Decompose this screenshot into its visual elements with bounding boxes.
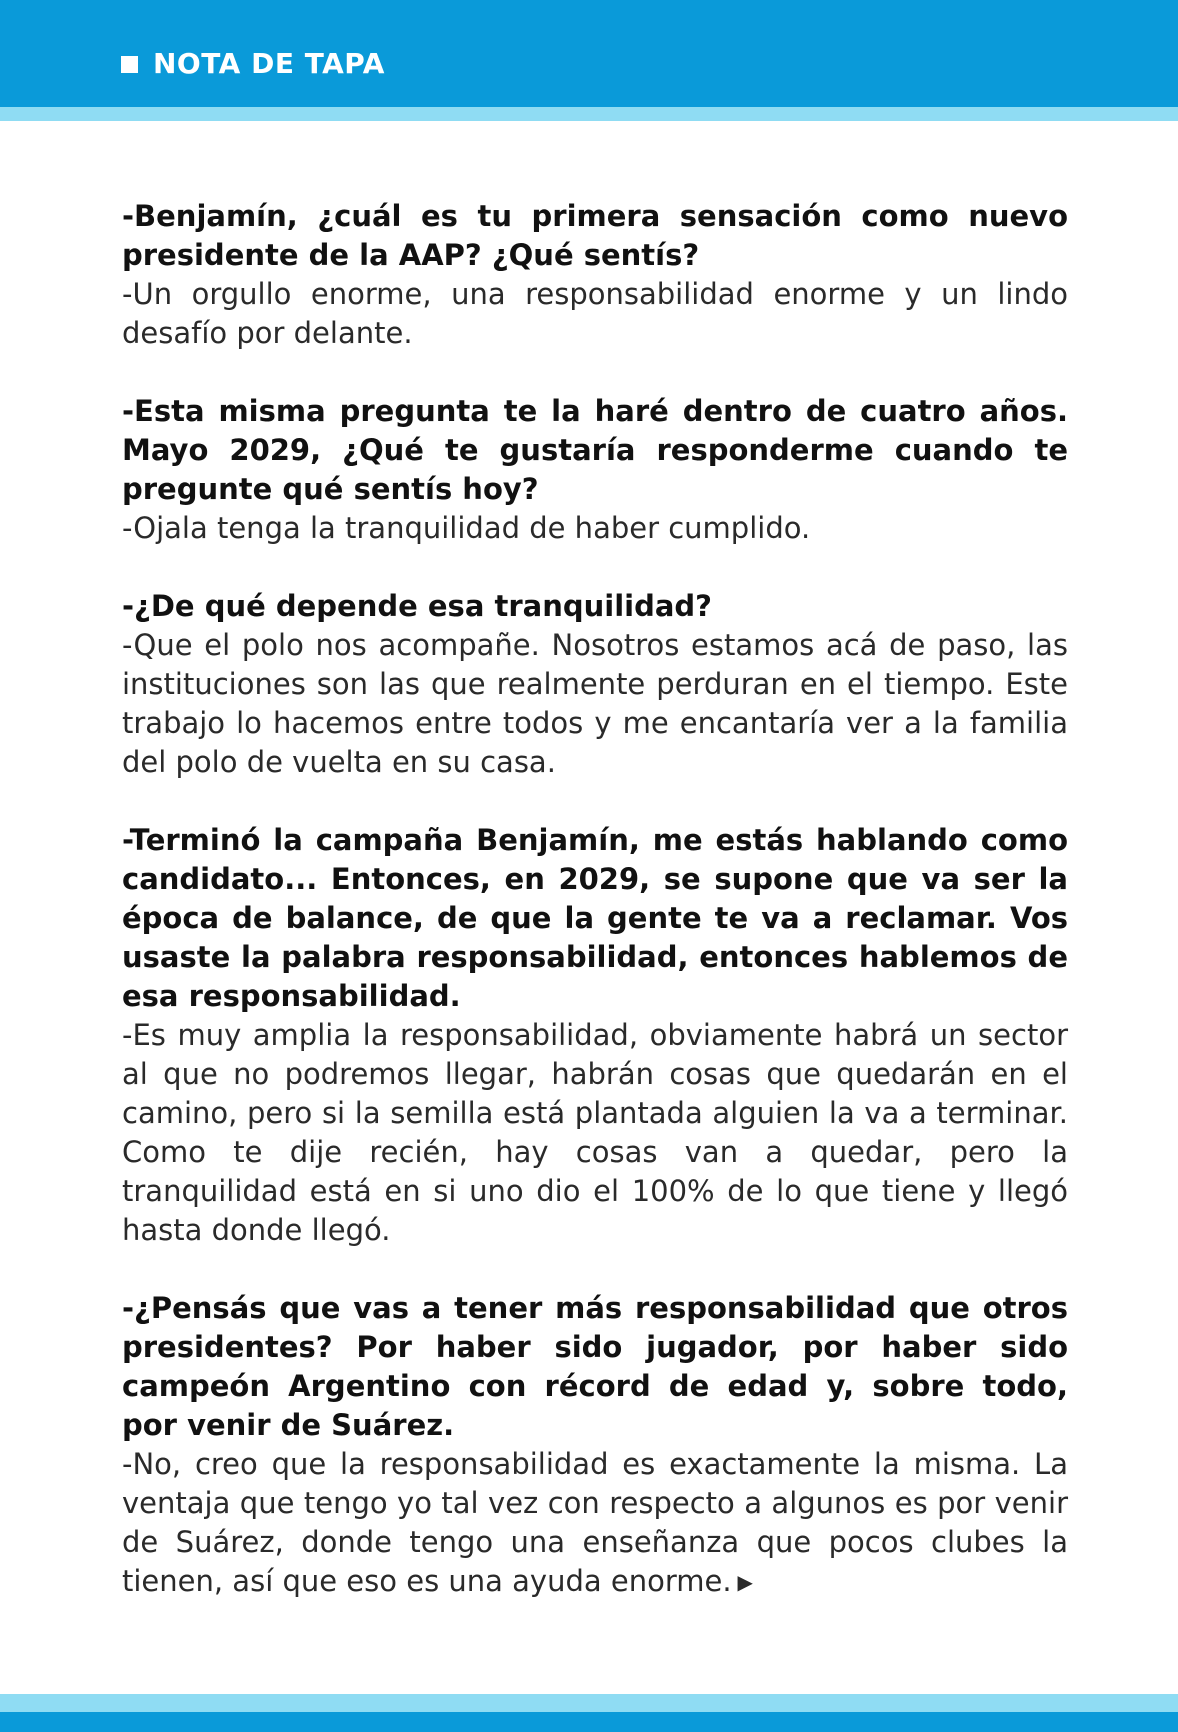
footer-stripe: [0, 1694, 1178, 1712]
interview-question: -¿De qué depende esa tranquilidad?: [122, 589, 712, 623]
section-label-text: NOTA DE TAPA: [153, 47, 385, 80]
interview-answer: -Es muy amplia la responsabilidad, obviamente habrá un sector al que no podremos llegar, habrán cosas que quedarán en el camino, pero si la semilla está plantada alguien la va a terminar. Como te dije recién, hay cosas van a quedar, pero la tranquilidad está en si uno dio el 100% de lo que tiene y llegó hasta donde llegó.: [122, 1018, 1068, 1247]
interview-answer: -Que el polo nos acompañe. Nosotros estamos acá de paso, las instituciones son las que realmente perduran en el tiempo. Este trabajo lo hacemos entre todos y me encantaría ver a la familia del polo de vuelta en su casa.: [122, 628, 1068, 779]
interview-answer-text: -No, creo que la responsabilidad es exactamente la misma. La ventaja que tengo yo tal vez con respecto a algunos es por venir de Suárez, donde tengo una enseñanza que pocos clubes la tienen, así que eso es una ayuda enorme.: [122, 1447, 1068, 1598]
qa-block: [122, 392, 1068, 548]
interview-question: -Benjamín, ¿cuál es tu primera sensación como nuevo presidente de la AAP? ¿Qué sentís?: [122, 199, 1068, 272]
qa-block: [122, 587, 1068, 782]
qa-block: [122, 197, 1068, 353]
square-bullet-icon: [121, 56, 138, 73]
interview-answer: -Ojala tenga la tranquilidad de haber cumplido.: [122, 511, 811, 545]
interview-answer-last: [122, 1445, 1068, 1601]
footer-bar: [0, 1712, 1178, 1732]
play-triangle-icon: ▶: [737, 1570, 753, 1594]
interview-question: -Terminó la campaña Benjamín, me estás hablando como candidato... Entonces, en 2029, se supone que va ser la época de balance, de que la gente te va a reclamar. Vos usaste la palabra responsabilidad, entonces hablemos de esa responsabilidad.: [122, 823, 1068, 1013]
header-bar: [0, 0, 1178, 107]
header-stripe: [0, 107, 1178, 121]
interview-question: -¿Pensás que vas a tener más responsabilidad que otros presidentes? Por haber sido jugador, por haber sido campeón Argentino con récord de edad y, sobre todo, por venir de Suárez.: [122, 1291, 1068, 1442]
qa-block: [122, 821, 1068, 1250]
qa-block: [122, 1289, 1068, 1601]
interview-question: -Esta misma pregunta te la haré dentro de cuatro años. Mayo 2029, ¿Qué te gustaría responderme cuando te pregunte qué sentís hoy?: [122, 394, 1068, 506]
interview-answer: -Un orgullo enorme, una responsabilidad enorme y un lindo desafío por delante.: [122, 277, 1068, 350]
interview-body: [122, 197, 1068, 1640]
section-label: [121, 47, 385, 80]
